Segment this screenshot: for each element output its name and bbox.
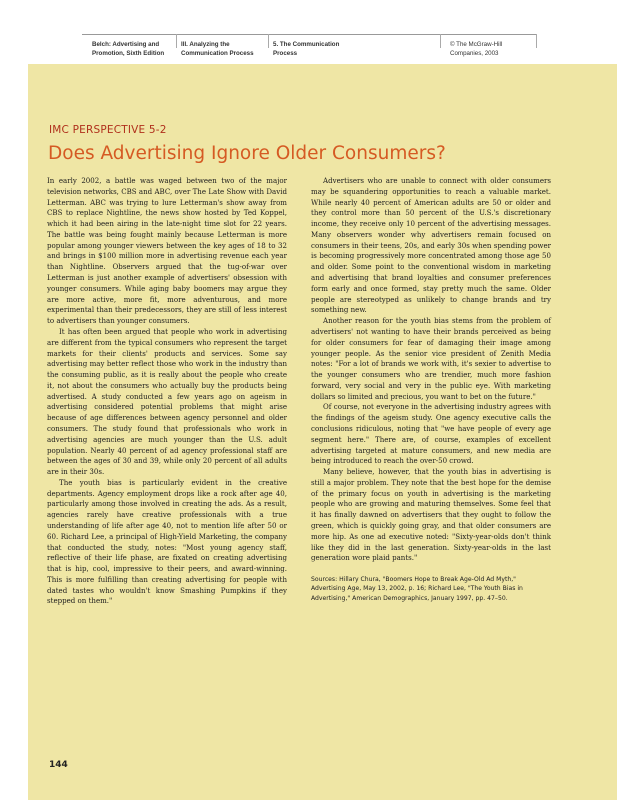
body-paragraph: Many believe, however, that the youth bias in advertising is still a major problem. They note that the best hope for the demise of the primary focus on youth in advertising is the marketing people who are growing and maturing themselves. Some feel that it has finally dawned on advertisers that they ought to follow the green, which is quickly going gray, and that older consumers are more hip. As one ad executive noted: "Sixty-year-olds don't think like they did in the last generation. Sixty-year-olds in the last generation wore plaid pants." [311,467,551,563]
header-copyright-line1: © The McGraw-Hill [450,41,503,48]
body-paragraph: In early 2002, a battle was waged between two of the major television networks, CBS and ABC, over The Late Show with David Letterman. ABC was trying to lure Letterman's show away from CBS to replace Nightline, the news show hosted by Ted Koppel, which it had been airing in the late-night time slot for 22 years. The battle was being fought mainly because Letterman is more popular among younger viewers between the key ages of 18 to 32 and brings in $100 million more in advertising revenue each year than Nightline. Observers argued that the tug-of-war over Letterman is just another example of advertisers' obsession with younger consumers. While aging baby boomers may argue they are more active, more fit, more adventurous, and more experimental than their predecessors, they are still of less interest to advertisers than younger consumers. [47,176,287,326]
body-paragraph: Of course, not everyone in the advertising industry agrees with the findings of the ageism study. One agency executive calls the conclusions ridiculous, noting that "we have people of every age segment here." There are, of course, examples of excellent advertising targeted at mature consumers, and new media are being introduced to reach the over-50 crowd. [311,402,551,466]
header-rule [82,34,537,35]
header-divider [268,34,269,48]
page-number: 144 [49,760,68,770]
header-chapter-line2: Process [273,50,298,57]
feature-title: Does Advertising Ignore Older Consumers? [48,143,446,164]
header-divider [440,34,441,48]
right-column [311,176,551,603]
body-paragraph: It has often been argued that people who work in advertising are different from the typical consumers who represent the target markets for their clients' products and services. Some say advertising may better reflect those who work in the industry than the consuming public, as it is really about the people who create it, not about the consumers who actually buy the products being advertised. A study conducted a few years ago on ageism in advertising considered potential problems that might arise because of age differences between agency personnel and older consumers. The study found that professionals who work in advertising agencies are much younger than the U.S. adult population. Nearly 40 percent of ad agency professional staff are between the ages of 30 and 39, while only 20 percent of all adults are in their 30s. [47,326,287,477]
header-part [181,40,254,58]
header-book-line1: Belch: Advertising and [92,41,160,48]
header-part-line1: III. Analyzing the [181,41,230,48]
header-part-line2: Communication Process [181,50,254,57]
header-book [92,40,164,58]
header-divider [176,34,177,48]
feature-kicker: IMC PERSPECTIVE 5-2 [49,124,167,136]
header-chapter-line1: 5. The Communication [273,41,340,48]
body-paragraph: Advertisers who are unable to connect with older consumers may be squandering opportunities to reach a valuable market. While nearly 40 percent of American adults are 50 or older and they control more than 50 percent of the U.S.'s discretionary income, they receive only 10 percent of the advertising messages. Many observers wonder why advertisers remain focused on consumers in their teens, 20s, and early 30s when spending power is becoming progressively more concentrated among those age 50 and older. Some point to the conventional wisdom in marketing and advertising that brand loyalties and consumer preferences form early and once formed, stay pretty much the same. Older people are stereotyped as unlikely to change brands and try something new. [311,176,551,315]
header-book-line2: Promotion, Sixth Edition [92,50,165,57]
header-divider [536,34,537,48]
left-column [47,176,287,607]
header-chapter [273,40,339,58]
body-paragraph: The youth bias is particularly evident in the creative departments. Agency employment drops like a rock after age 40, particularly among those involved in creating the ads. As a result, agencies rarely have creative professionals with a true understanding of life after age 40, not to mention life after 50 or 60. Richard Lee, a principal of High-Yield Marketing, the company that conducted the study, notes: "Most young agency staff, reflective of their life phase, are fixated on creating advertising that is hip, cool, impressive to their peers, and award-winning. This is more fulfilling than creating advertising for people with dated tastes who wouldn't know Smashing Pumpkins if they stepped on them." [47,477,287,606]
running-header [0,0,617,64]
header-copyright-line2: Companies, 2003 [450,50,499,57]
sources-note: Sources: Hillary Chura, "Boomers Hope to Break Age-Old Ad Myth," Advertising Age, May 13, 2002, p. 16; Richard Lee, "The Youth Bias in Advertising," American Demographics, January 1997, pp. 47–50. [311,576,523,602]
body-paragraph: Another reason for the youth bias stems from the problem of advertisers' not wanting to have their brands perceived as being for older consumers for fear of damaging their image among younger people. As the senior vice president of Zenith Media notes: "For a lot of brands we work with, it's sexier to advertise to the younger consumers who are trendier, much more fashion forward, very social and very in the public eye. With marketing dollars so limited and precious, you want to bet on the future." [311,316,551,401]
header-copyright [450,40,502,58]
